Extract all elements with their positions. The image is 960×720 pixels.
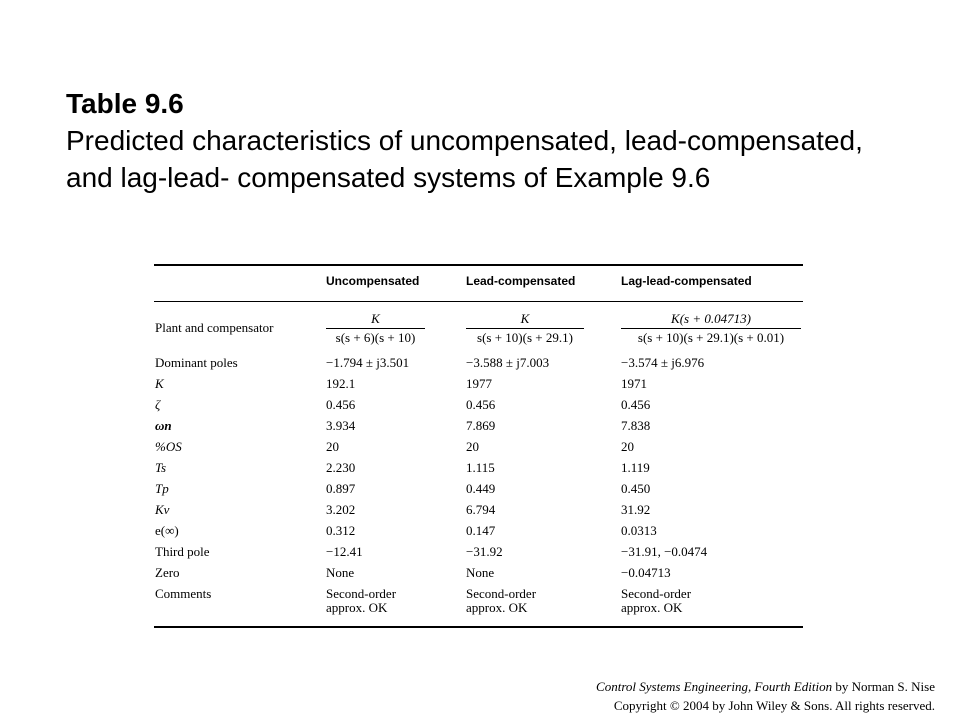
book-title: Control Systems Engineering, Fourth Edition: [596, 679, 833, 694]
cell-k-uncompensated: 192.1: [326, 376, 356, 391]
table-bottom-rule: [154, 626, 803, 628]
cell-omega-n-lag-lead: 7.838: [621, 418, 651, 433]
row-label-comments: Comments: [155, 586, 212, 601]
cell-zeta-lead: 0.456: [466, 397, 496, 412]
cell-comments-lead: Second-order approx. OK: [466, 586, 537, 615]
cell-percent-os-uncompensated: 20: [326, 439, 339, 454]
plant-lead: [466, 311, 584, 345]
column-header-uncompensated: Uncompensated: [326, 274, 420, 288]
cell-third-pole-lead: −31.92: [466, 544, 503, 559]
cell-error-lag-lead: 0.0313: [621, 523, 657, 538]
column-header-lead-compensated: Lead-compensated: [466, 274, 576, 288]
plant-lag-lead: [621, 311, 801, 345]
row-label-omega-n: ωn: [155, 418, 172, 433]
cell-comments-lag-lead: Second-order approx. OK: [621, 586, 692, 615]
plant-lead-denominator: s(s + 10)(s + 29.1): [466, 328, 584, 345]
column-header-lag-lead-compensated: Lag-lead-compensated: [621, 274, 752, 288]
cell-comments-uncompensated: Second-order approx. OK: [326, 586, 397, 615]
cell-kv-lag-lead: 31.92: [621, 502, 651, 517]
row-label-steady-state-error: e(∞): [155, 523, 179, 538]
cell-ts-uncompensated: 2.230: [326, 460, 356, 475]
cell-dominant-poles-uncompensated: −1.794 ± j3.501: [326, 355, 410, 370]
row-label-dominant-poles: Dominant poles: [155, 355, 238, 370]
cell-error-uncompensated: 0.312: [326, 523, 356, 538]
plant-uncompensated: [326, 311, 425, 345]
table-caption: Predicted characteristics of uncompensated, lead-compensated, and lag-lead- compensated systems of Example 9.6: [66, 125, 863, 193]
plant-lag-lead-denominator: s(s + 10)(s + 29.1)(s + 0.01): [621, 328, 801, 345]
table-header-rule: [154, 301, 803, 302]
cell-zero-lead: None: [466, 565, 495, 580]
plant-uncompensated-numerator: K: [371, 311, 380, 326]
cell-zero-uncompensated: None: [326, 565, 355, 580]
cell-percent-os-lag-lead: 20: [621, 439, 634, 454]
row-label-kv: Kv: [155, 502, 170, 517]
cell-tp-lead: 0.449: [466, 481, 496, 496]
cell-third-pole-uncompensated: −12.41: [326, 544, 363, 559]
cell-omega-n-lead: 7.869: [466, 418, 496, 433]
cell-ts-lead: 1.115: [466, 460, 495, 475]
cell-k-lead: 1977: [466, 376, 492, 391]
cell-tp-uncompensated: 0.897: [326, 481, 356, 496]
cell-zeta-lag-lead: 0.456: [621, 397, 651, 412]
cell-tp-lag-lead: 0.450: [621, 481, 651, 496]
cell-percent-os-lead: 20: [466, 439, 479, 454]
cell-ts-lag-lead: 1.119: [621, 460, 650, 475]
cell-dominant-poles-lag-lead: −3.574 ± j6.976: [621, 355, 705, 370]
book-author: by Norman S. Nise: [832, 679, 935, 694]
plant-uncompensated-denominator: s(s + 6)(s + 10): [326, 328, 425, 345]
cell-kv-uncompensated: 3.202: [326, 502, 356, 517]
characteristics-table: [154, 264, 803, 628]
cell-k-lag-lead: 1971: [621, 376, 647, 391]
row-label-k: K: [155, 376, 164, 391]
table-number: Table 9.6: [66, 88, 184, 119]
row-label-tp: Tp: [155, 481, 169, 496]
cell-omega-n-uncompensated: 3.934: [326, 418, 356, 433]
row-label-third-pole: Third pole: [155, 544, 210, 559]
row-label-zero: Zero: [155, 565, 180, 580]
row-label-ts: Ts: [155, 460, 167, 475]
cell-error-lead: 0.147: [466, 523, 496, 538]
footer-credit: [596, 677, 935, 696]
copyright-notice: Copyright © 2004 by John Wiley & Sons. All rights reserved.: [613, 698, 935, 713]
table-top-rule: [154, 264, 803, 266]
row-label-percent-os: %OS: [155, 439, 182, 454]
cell-zero-lag-lead: −0.04713: [621, 565, 671, 580]
cell-dominant-poles-lead: −3.588 ± j7.003: [466, 355, 550, 370]
plant-lag-lead-numerator: K(s + 0.04713): [671, 311, 751, 326]
slide-footer: [596, 677, 935, 715]
row-label-zeta: ζ: [155, 397, 161, 412]
cell-third-pole-lag-lead: −31.91, −0.0474: [621, 544, 708, 559]
cell-kv-lead: 6.794: [466, 502, 496, 517]
slide-heading: [66, 85, 886, 196]
plant-lead-numerator: K: [520, 311, 530, 326]
row-label-plant: Plant and compensator: [155, 320, 274, 335]
cell-zeta-uncompensated: 0.456: [326, 397, 356, 412]
